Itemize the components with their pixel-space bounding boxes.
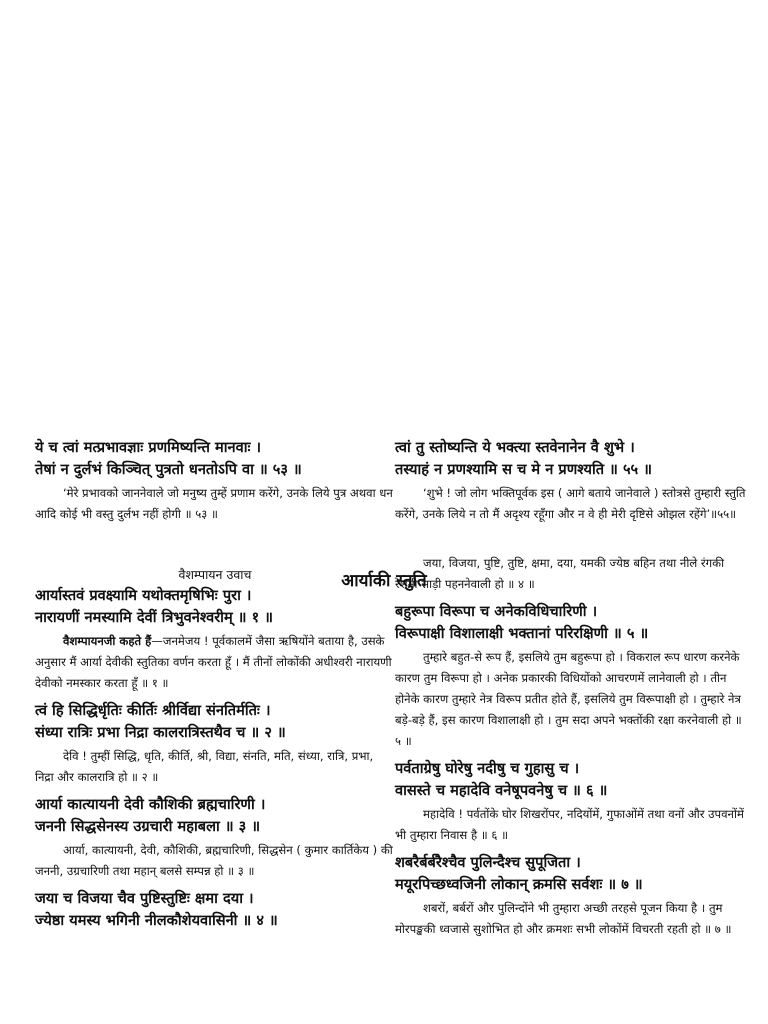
verse-1-translation: [35, 631, 395, 694]
verse-55-line-1: त्वां तु स्तोष्यन्ति ये भक्त्या स्तवेनानेन वै शुभे ।: [395, 439, 635, 456]
verse-3-translation: आर्या, कात्यायनी, देवी, कौशिकी, ब्रह्मचारिणी, सिद्धसेन ( कुमार कार्तिकेय ) की जननी, उग्रचारिणी तथा महान् बलसे सम्पन्न हो ॥ ३ ॥: [35, 843, 393, 878]
speaker-lead: वैशम्पायनजी कहते हैं: [63, 634, 152, 648]
verse-4-line-1: जया च विजया चैव पुष्टिस्तुष्टिः क्षमा दया ।: [35, 890, 254, 907]
verse-4-translation: जया, विजया, पुष्टि, तुष्टि, क्षमा, दया, यमकी ज्येष्ठ बहिन तथा नीले रंगकी रेशमी साड़ी पहननेवाली हो ॥ ४ ॥: [395, 556, 725, 591]
verse-3-line-2: जननी सिद्धसेनस्य उग्रचारी महाबला ॥ ३ ॥: [35, 818, 261, 835]
verse-7-line-2: मयूरपिच्छध्वजिनी लोकान् क्रमसि सर्वशः ॥ ७ ॥: [395, 876, 643, 893]
verse-3-line-1: आर्या कात्यायनी देवी कौशिकी ब्रह्मचारिणी ।: [35, 796, 266, 813]
verse-2-translation: देवि ! तुम्हीं सिद्धि, धृति, कीर्ति, श्री, विद्या, संनति, मति, संध्या, रात्रि, प्रभा, निद्रा और कालरात्रि हो ॥ २ ॥: [35, 749, 374, 784]
verse-6-line-1: पर्वताग्रेषु घोरेषु नदीषु च गुहासु च ।: [395, 760, 580, 777]
verse-7-line-1: शबरैर्बर्बरैश्चैव पुलिन्दैश्च सुपूजिता ।: [395, 854, 581, 871]
section-title: आर्याकी स्तुति: [341, 571, 427, 591]
verse-6-line-2: वासस्ते च महादेवि वनेषूपवनेषु च ॥ ६ ॥: [395, 782, 608, 799]
verse-53-line-1: ये च त्वां मत्प्रभावज्ञाः प्रणमिष्यन्ति मानवाः ।: [35, 439, 262, 456]
verse-4-line-2: ज्येष्ठा यमस्य भगिनी नीलकौशेयवासिनी ॥ ४ ॥: [35, 912, 278, 929]
verse-2-line-2: संध्या रात्रिः प्रभा निद्रा कालरात्रिस्तथैव च ॥ २ ॥: [35, 724, 286, 741]
verse-2-line-1: त्वं हि सिद्धिर्धृतिः कीर्तिः श्रीर्विद्या संनतिर्मतिः ।: [35, 702, 271, 719]
verse-55-translation: ‘शुभे ! जो लोग भक्तिपूर्वक इस ( आगे बताये जानेवाले ) स्तोत्रसे तुम्हारी स्तुति करेंगे, उनके लिये न तो मैं अदृश्य रहूँगा और न वे ही मेरी दृष्टिसे ओझल रहेंगे’॥५५॥: [395, 486, 746, 521]
verse-5-line-2: विरूपाक्षी विशालाक्षी भक्तानां परिरक्षिणी ॥ ५ ॥: [395, 625, 649, 642]
verse-7-translation: शबरों, बर्बरों और पुलिन्दोंने भी तुम्हारा अच्छी तरहसे पूजन किया है । तुम मोरपङ्खकी ध्वजासे सुशोभित हो और क्रमशः सभी लोकोंमें विचरती रहती हो ॥ ७ ॥: [395, 901, 732, 936]
verse-5-translation: तुम्हारे बहुत-से रूप हैं, इसलिये तुम बहुरूपा हो । विकराल रूप धारण करनेके कारण तुम विरूपा हो । अनेक प्रकारकी विधियोंको आचरणमें लानेवाली हो । तीन होनेके कारण तुम्हारे नेत्र विरूप प्रतीत होते हैं, इसलिये तुम विरूपाक्षी हो । तुम्हारे नेत्र बड़े-बड़े हैं, इस कारण विशालाक्षी हो । तुम सदा अपने भक्तोंकी रक्षा करनेवाली हो ॥ ५ ॥: [395, 650, 742, 748]
verse-53-line-2: तेषां न दुर्लभं किञ्चित् पुत्रतो धनतोऽपि वा ॥ ५३ ॥: [35, 461, 302, 478]
right-column: [395, 437, 750, 940]
verse-5-line-1: बहुरूपा विरूपा च अनेकविधिचारिणी ।: [395, 603, 598, 620]
verse-1-line-1: आर्यास्तवं प्रवक्ष्यामि यथोक्तमृषिभिः पुरा ।: [35, 587, 252, 604]
speaker-subheading: वैशम्पायन उवाच: [178, 567, 252, 582]
verse-1-translation-text: —जनमेजय ! पूर्वकालमें जैसा ऋषियोंने बताया है, उसके अनुसार मैं आर्या देवीकी स्तुतिका वर्णन करता हूँ । मैं तीनों लोकोंकी अधीश्वरी नारायणी देवीको नमस्कार करता हूँ ॥ १ ॥: [35, 634, 392, 690]
verse-1-line-2: नारायणीं नमस्यामि देवीं त्रिभुवनेश्वरीम् ॥ १ ॥: [35, 609, 273, 626]
verse-53-translation: ‘मेरे प्रभावको जाननेवाले जो मनुष्य तुम्हें प्रणाम करेंगे, उनके लिये पुत्र अथवा धन आदि कोई भी वस्तु दुर्लभ नहीं होगी ॥ ५३ ॥: [35, 486, 393, 521]
verse-55-line-2: तस्याहं न प्रणश्यामि स च मे न प्रणश्यति ॥ ५५ ॥: [395, 461, 652, 478]
left-column: [35, 437, 395, 932]
verse-6-translation: महादेवि ! पर्वतोंके घोर शिखरोंपर, नदियोंमें, गुफाओंमें तथा वनों और उपवनोंमें भी तुम्हारा निवास है ॥ ६ ॥: [395, 807, 744, 842]
